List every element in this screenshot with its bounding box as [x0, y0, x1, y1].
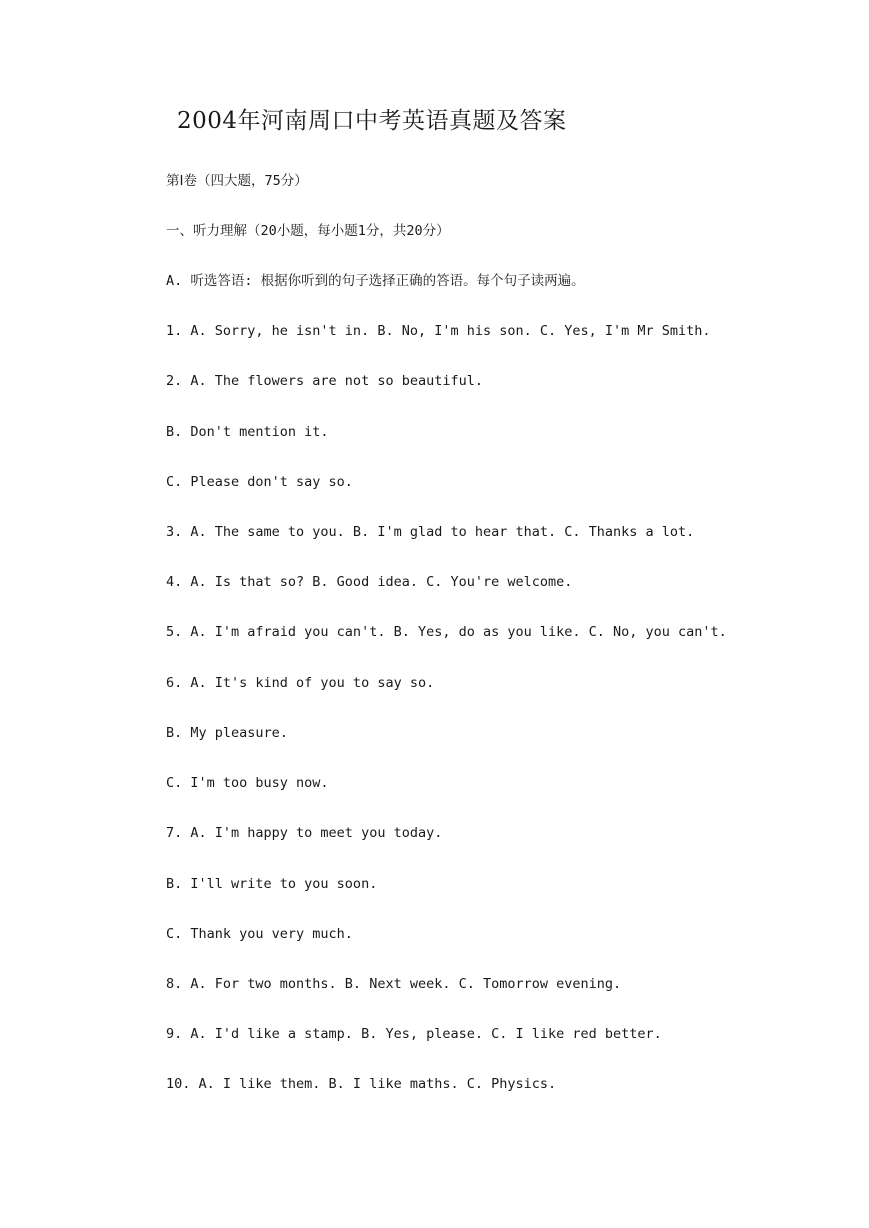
question-1: 1. A. Sorry, he isn't in. B. No, I'm his son. C. Yes, I'm Mr Smith.: [166, 323, 711, 339]
question-10: 10. A. I like them. B. I like maths. C. Physics.: [166, 1076, 557, 1092]
question-9: 9. A. I'd like a stamp. B. Yes, please. C. I like red better.: [166, 1026, 662, 1042]
question-8: 8. A. For two months. B. Next week. C. Tomorrow evening.: [166, 976, 622, 992]
question-5: 5. A. I'm afraid you can't. B. Yes, do as you like. C. No, you can't.: [166, 624, 727, 640]
question-2: 2. A. The flowers are not so beautiful.: [166, 373, 483, 389]
section-heading: 一、听力理解（20小题，每小题1分，共20分）: [166, 223, 450, 239]
question-7-option-c: C. Thank you very much.: [166, 926, 353, 942]
question-2-option-c: C. Please don't say so.: [166, 474, 353, 490]
question-6-option-c: C. I'm too busy now.: [166, 775, 329, 791]
question-7: 7. A. I'm happy to meet you today.: [166, 825, 443, 841]
document-title: 2004年河南周口中考英语真题及答案: [177, 108, 567, 134]
question-2-option-b: B. Don't mention it.: [166, 424, 329, 440]
question-7-option-b: B. I'll write to you soon.: [166, 876, 378, 892]
listening-instructions: A. 听选答语: 根据你听到的句子选择正确的答语。每个句子读两遍。: [166, 273, 585, 289]
question-3: 3. A. The same to you. B. I'm glad to hear that. C. Thanks a lot.: [166, 524, 695, 540]
question-4: 4. A. Is that so? B. Good idea. C. You're welcome.: [166, 574, 573, 590]
part-heading: 第Ⅰ卷（四大题，75分）: [166, 173, 308, 189]
question-6: 6. A. It's kind of you to say so.: [166, 675, 435, 691]
question-6-option-b: B. My pleasure.: [166, 725, 288, 741]
